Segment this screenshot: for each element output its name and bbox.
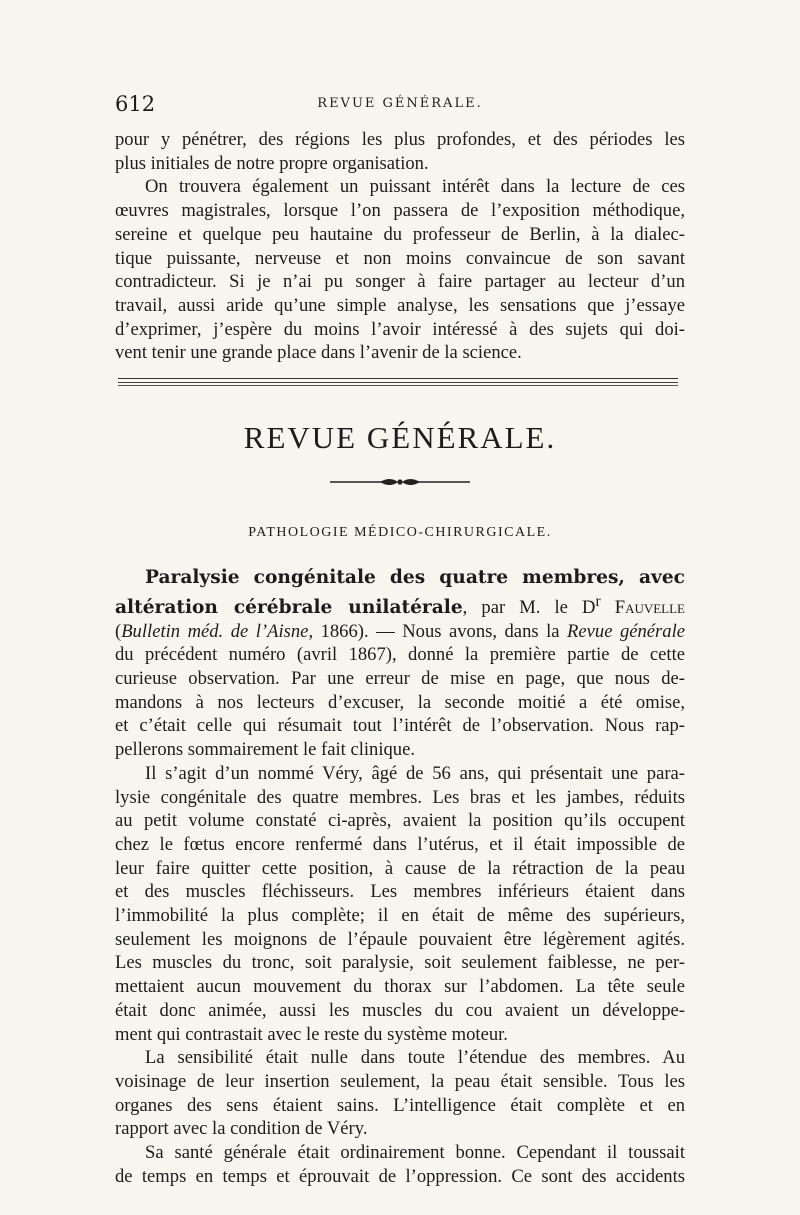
- article-title-line: [115, 566, 685, 590]
- running-title: REVUE GÉNÉRALE.: [317, 96, 483, 111]
- text-line: pour y pénétrer, des régions les plus profondes, et des périodes les: [115, 129, 685, 150]
- text-line: leur faire quitter cette position, à cause de la rétraction de la peau: [115, 857, 685, 879]
- text-line: chez le fœtus encore renfermé dans l’utérus, et il était impossible de: [115, 833, 685, 855]
- text-line: et des muscles fléchisseurs. Les membres inférieurs étaient dans: [115, 881, 685, 903]
- text-line: lysie congénitale des quatre membres. Les bras et les jambes, réduits: [115, 786, 685, 808]
- text-line: de temps en temps et éprouvait de l’oppression. Ce sont des accidents: [115, 1165, 685, 1187]
- text-line: seulement les moignons de l’épaule pouvaient être légèrement agités.: [115, 928, 685, 950]
- text-line: tique puissante, nerveuse et non moins convaincue de son savant: [115, 247, 685, 269]
- text-line: travail, aussi aride qu’une simple analyse, les sensations que j’essaye: [115, 294, 685, 316]
- citation-title: Bulletin méd. de l’Aisne: [121, 620, 309, 642]
- revue-reference: Revue générale: [567, 620, 685, 642]
- page-number: 612: [115, 92, 156, 116]
- text-line: œuvres magistrales, lorsque l’on passera de l’exposition méthodique,: [115, 200, 685, 222]
- text-line: Il s’agit d’un nommé Véry, âgé de 56 ans, qui présentait une para-: [145, 762, 685, 784]
- text-line: l’immobilité la plus complète; il en était de même des supérieurs,: [115, 905, 685, 927]
- article-title-cont: altération cérébrale unilatérale: [115, 596, 463, 618]
- text-line: Sa santé générale était ordinairement bonne. Cependant il toussait: [145, 1142, 685, 1164]
- text-line: sereine et quelque peu hautaine du professeur de Berlin, à la dialec-: [115, 223, 685, 245]
- text-line: était donc animée, aussi les muscles du cou avaient un développe-: [115, 999, 685, 1021]
- text-line: altération cérébrale unilatérale, par M. le $D^r$ Fauvelle: [115, 592, 686, 618]
- text-line: organes des sens étaient sains. L’intelligence était complète et en: [115, 1094, 685, 1116]
- text-line: voisinage de leur insertion seulement, la peau était sensible. Tous les: [115, 1070, 685, 1092]
- section-divider-rule: [118, 378, 678, 386]
- text-line: mandons à nos lecteurs d’excuser, la seconde moitié a été omise,: [115, 691, 685, 713]
- text-line: (Bulletin méd. de l’Aisne, 1866). — Nous avons, dans la Revue générale: [115, 620, 685, 642]
- text-line: et c’était celle qui résumait tout l’intérêt de l’observation. Nous rap-: [115, 715, 685, 737]
- subsection-title: PATHOLOGIE MÉDICO-CHIRURGICALE.: [248, 525, 552, 540]
- text-line: pellerons sommairement le fait clinique.: [115, 739, 415, 761]
- section-title: REVUE GÉNÉRALE.: [243, 420, 557, 455]
- text-line: du précédent numéro (avril 1867), donné la première partie de cette: [115, 644, 685, 666]
- text-line: contradicteur. Si je n’ai pu songer à faire partager au lecteur d’un: [115, 271, 685, 293]
- text-line: Les muscles du tronc, soit paralysie, soit seulement faiblesse, ne per-: [115, 952, 685, 974]
- article-body: [115, 566, 685, 1188]
- text-line: On trouvera également un puissant intérêt dans la lecture de ces: [145, 176, 685, 198]
- author-name: Fauvelle: [600, 596, 686, 618]
- running-head: [115, 92, 685, 118]
- ornament-icon: [330, 474, 470, 490]
- text-line: ment qui contrastait avec le reste du système moteur.: [115, 1023, 508, 1045]
- text-line: mettaient aucun mouvement du thorax sur l’abdomen. La tête seule: [115, 976, 685, 998]
- text-line: au petit volume constaté ci-après, avaient la position qu’ils occupent: [115, 810, 685, 832]
- text-line: La sensibilité était nulle dans toute l’étendue des membres. Au: [145, 1047, 685, 1069]
- text-line: d’exprimer, j’espère du moins l’avoir intéressé à des sujets qui doi-: [115, 318, 685, 340]
- text-line: rapport avec la condition de Véry.: [115, 1118, 368, 1140]
- text-line: vent tenir une grande place dans l’avenir de la science.: [115, 342, 522, 364]
- text-line: plus initiales de notre propre organisation.: [115, 152, 429, 174]
- article-title: Paralysie congénitale des quatre membres, avec: [145, 567, 685, 588]
- intro-paragraph: [115, 128, 685, 365]
- text-line: curieuse observation. Par une erreur de mise en page, que nous de-: [115, 668, 685, 689]
